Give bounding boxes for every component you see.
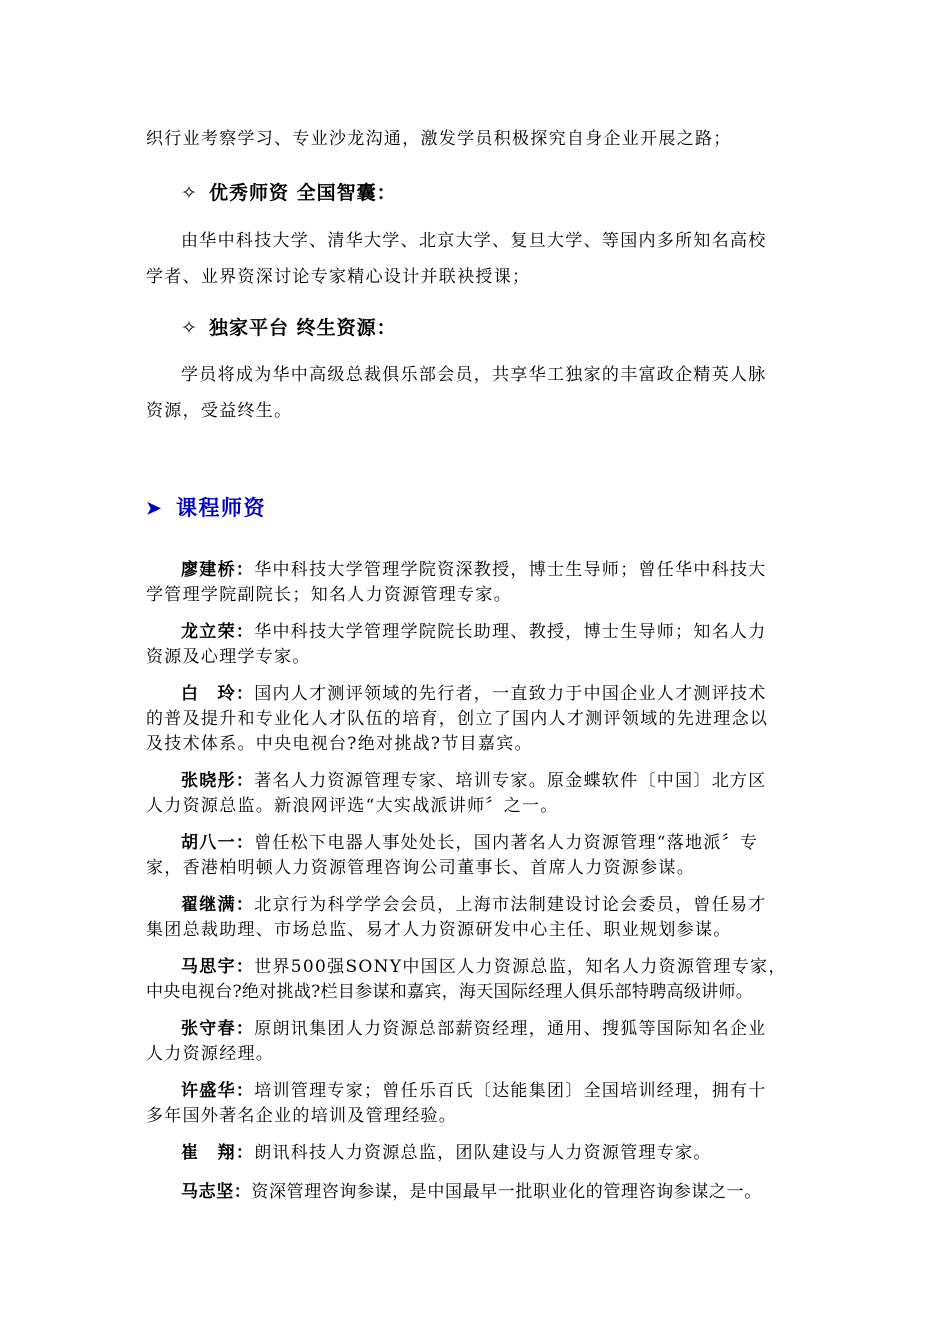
teacher-name: 廖建桥： <box>181 560 255 580</box>
teacher-entry-line <box>181 956 851 978</box>
teacher-bio: 北京行为科学学会会员，上海市法制建设讨论会委员，曾任易才 <box>254 895 767 915</box>
teacher-name: 龙立荣： <box>181 622 255 642</box>
teacher-bio-line: 人力资源经理。 <box>146 1044 275 1064</box>
teacher-name: 胡八一： <box>181 833 255 853</box>
teacher-bio-line: 学管理学院副院长；知名人力资源管理专家。 <box>146 585 512 605</box>
feature-heading-platform <box>181 313 397 340</box>
teacher-entry-line <box>181 894 851 916</box>
section-title: 课程师资 <box>176 495 266 520</box>
teacher-entry-line <box>181 1080 851 1102</box>
intro-paragraph: 织行业考察学习、专业沙龙沟通，激发学员积极探究自身企业开展之路； <box>146 129 732 149</box>
teacher-entry-line <box>181 1181 851 1203</box>
teacher-bio: 著名人力资源管理专家、培训专家。原金蝶软件〔中国〕北方区 <box>254 771 767 791</box>
teacher-bio: 华中科技大学管理学院资深教授，博士生导师；曾任华中科技大 <box>254 560 767 580</box>
feature-title: 独家平台 终生资源： <box>209 317 397 339</box>
teacher-entry-line <box>181 770 851 792</box>
teacher-name: 崔 翔： <box>181 1143 255 1163</box>
teacher-bio: 曾任松下电器人事处处长，国内著名人力资源管理“落地派〞专 <box>254 833 759 853</box>
teacher-name: 许盛华： <box>181 1081 255 1101</box>
teacher-bio-line: 的普及提升和专业化人才队伍的培育，创立了国内人才测评领域的先进理念以 <box>146 709 769 729</box>
teacher-entry-line <box>181 1018 851 1040</box>
teacher-bio: 世界500强SONY中国区人力资源总监，知名人力资源管理专家， <box>254 957 787 977</box>
teacher-bio: 国内人才测评领域的先行者，一直致力于中国企业人才测评技术 <box>254 684 767 704</box>
arrow-bullet-icon: ➤ <box>146 498 163 519</box>
teacher-bio-line: 家，香港柏明顿人力资源管理咨询公司董事长、首席人力资源参谋。 <box>146 858 695 878</box>
teacher-bio-line: 中央电视台?绝对挑战?栏目参谋和嘉宾，海天国际经理人俱乐部特聘高级讲师。 <box>146 982 754 1002</box>
teacher-name: 白 玲： <box>181 684 255 704</box>
teacher-bio-line: 人力资源总监。新浪网评选“大实战派讲师〞之一。 <box>146 796 559 816</box>
teacher-name: 马志坚： <box>181 1182 252 1202</box>
teacher-name: 张守春： <box>181 1019 255 1039</box>
feature-paragraph-line: 学者、业界资深讨论专家精心设计并联袂授课； <box>146 267 531 287</box>
teacher-bio: 朗讯科技人力资源总监，团队建设与人力资源管理专家。 <box>254 1143 712 1163</box>
teacher-bio-line: 资源及心理学专家。 <box>146 647 311 667</box>
feature-title: 优秀师资 全国智囊： <box>209 182 397 204</box>
teacher-entry-line <box>181 1142 851 1164</box>
diamond-bullet-icon: ✧ <box>181 317 198 339</box>
feature-paragraph-line: 由华中科技大学、清华大学、北京大学、复旦大学、等国内多所知名高校 <box>181 231 767 251</box>
teacher-name: 张晓彤： <box>181 771 255 791</box>
teacher-entry-line <box>181 832 851 854</box>
teacher-name: 马思宇： <box>181 957 255 977</box>
section-heading-faculty <box>146 492 266 522</box>
teacher-entry-line <box>181 683 851 705</box>
teacher-entry-line <box>181 559 851 581</box>
feature-paragraph-line: 资源，受益终生。 <box>146 401 293 421</box>
teacher-bio: 原朗讯集团人力资源总部薪资经理，通用、搜狐等国际知名企业 <box>254 1019 767 1039</box>
teacher-entry-line <box>181 621 851 643</box>
diamond-bullet-icon: ✧ <box>181 182 198 204</box>
teacher-bio: 培训管理专家；曾任乐百氏〔达能集团〕全国培训经理，拥有十 <box>254 1081 767 1101</box>
feature-paragraph-line: 学员将成为华中高级总裁俱乐部会员，共享华工独家的丰富政企精英人脉 <box>181 365 767 385</box>
teacher-name: 翟继满： <box>181 895 255 915</box>
teacher-bio: 资深管理咨询参谋，是中国最早一批职业化的管理咨询参谋之一。 <box>251 1182 762 1202</box>
teacher-bio-line: 多年国外著名企业的培训及管理经验。 <box>146 1106 458 1126</box>
feature-heading-faculty <box>181 178 397 205</box>
teacher-bio: 华中科技大学管理学院院长助理、教授，博士生导师；知名人力 <box>254 622 767 642</box>
teacher-bio-line: 及技术体系。中央电视台?绝对挑战?节目嘉宾。 <box>146 734 533 754</box>
teacher-bio-line: 集团总裁助理、市场总监、易才人力资源研发中心主任、职业规划参谋。 <box>146 920 732 940</box>
